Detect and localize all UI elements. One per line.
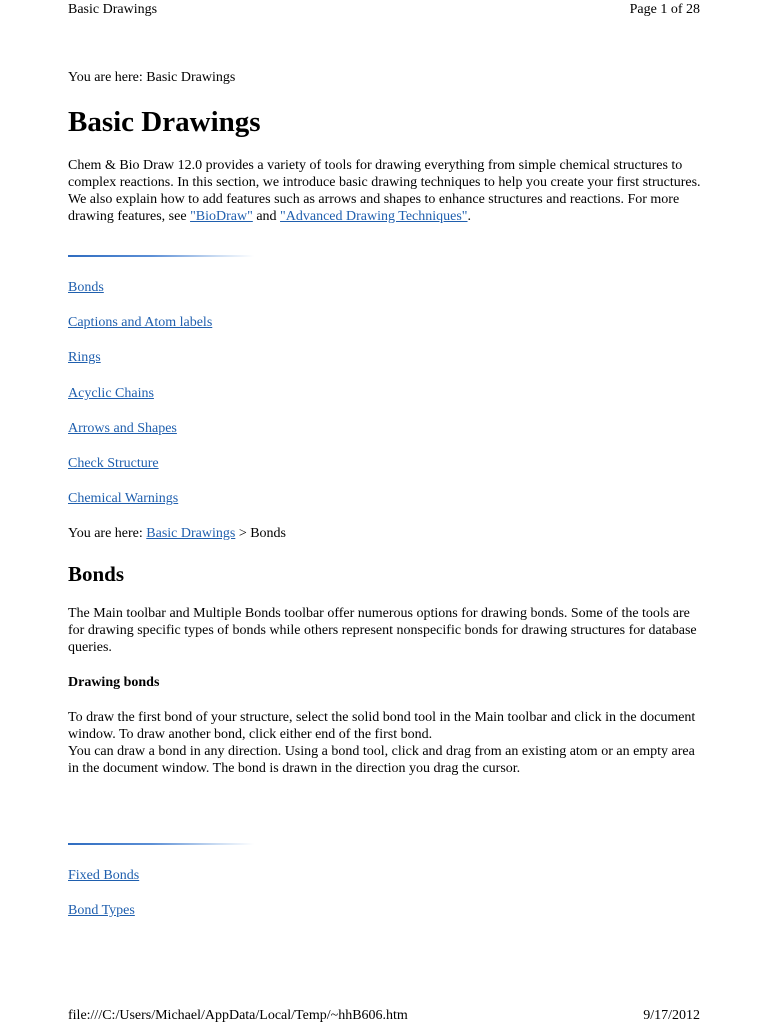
drawing-bonds-para-1: To draw the first bond of your structure, select the solid bond tool in the Main toolbar and click in the document window. To draw another bond, click either end of the first bond. bbox=[68, 710, 696, 742]
header-doc-title: Basic Drawings bbox=[68, 2, 158, 17]
related-link-fixed-bonds[interactable]: Fixed Bonds bbox=[68, 868, 140, 883]
toc-link-check-structure[interactable]: Check Structure bbox=[68, 456, 159, 471]
toc-link-acyclic-chains[interactable]: Acyclic Chains bbox=[68, 386, 154, 401]
toc-link-arrows-shapes[interactable]: Arrows and Shapes bbox=[68, 421, 177, 436]
header-page-indicator: Page 1 of 28 bbox=[629, 2, 700, 17]
drawing-bonds-subheading: Drawing bonds bbox=[68, 675, 160, 690]
footer-file-path: file:///C:/Users/Michael/AppData/Local/Temp/~hhB606.htm bbox=[68, 1008, 408, 1023]
intro-and: and bbox=[252, 209, 281, 224]
link-advanced-drawing-techniques[interactable]: "Advanced Drawing Techniques" bbox=[280, 209, 468, 224]
link-biodraw[interactable]: "BioDraw" bbox=[190, 209, 253, 224]
page-title: Basic Drawings bbox=[68, 106, 261, 138]
intro-end: . bbox=[467, 209, 472, 224]
divider-rule-2 bbox=[68, 843, 254, 845]
related-link-bond-types[interactable]: Bond Types bbox=[68, 903, 135, 918]
breadcrumb-prefix: You are here: bbox=[68, 526, 147, 541]
breadcrumb-suffix: > Bonds bbox=[235, 526, 287, 541]
toc-link-captions-atom-labels[interactable]: Captions and Atom labels bbox=[68, 315, 213, 330]
breadcrumb-link-basic-drawings[interactable]: Basic Drawings bbox=[146, 526, 236, 541]
drawing-bonds-para-2: You can draw a bond in any direction. Using a bond tool, click and drag from an existing atom or an empty area in the document window. The bond is drawn in the direction you drag the cursor. bbox=[68, 744, 695, 776]
bonds-heading: Bonds bbox=[68, 562, 125, 586]
intro-text: Chem & Bio Draw 12.0 provides a variety of tools for drawing everything from simple chemical structures to complex reactions. In this section, we introduce basic drawing techniques to help you create your first structures. We also explain how to add features such as arrows and shapes to enhance structures and reactions. For more drawing features, see bbox=[68, 158, 701, 224]
toc-link-chemical-warnings[interactable]: Chemical Warnings bbox=[68, 491, 179, 506]
toc-link-rings[interactable]: Rings bbox=[68, 350, 101, 365]
breadcrumb-bonds bbox=[68, 525, 286, 542]
intro-paragraph bbox=[68, 157, 702, 225]
breadcrumb-top: You are here: Basic Drawings bbox=[68, 70, 236, 85]
drawing-bonds-body bbox=[68, 709, 702, 777]
footer-date: 9/17/2012 bbox=[643, 1008, 700, 1023]
toc-link-bonds[interactable]: Bonds bbox=[68, 280, 104, 295]
divider-rule bbox=[68, 255, 254, 257]
bonds-intro: The Main toolbar and Multiple Bonds toolbar offer numerous options for drawing bonds. Some of the tools are for drawing specific types of bonds while others represent nonspecific bonds for drawing structures for database queries. bbox=[68, 606, 697, 655]
